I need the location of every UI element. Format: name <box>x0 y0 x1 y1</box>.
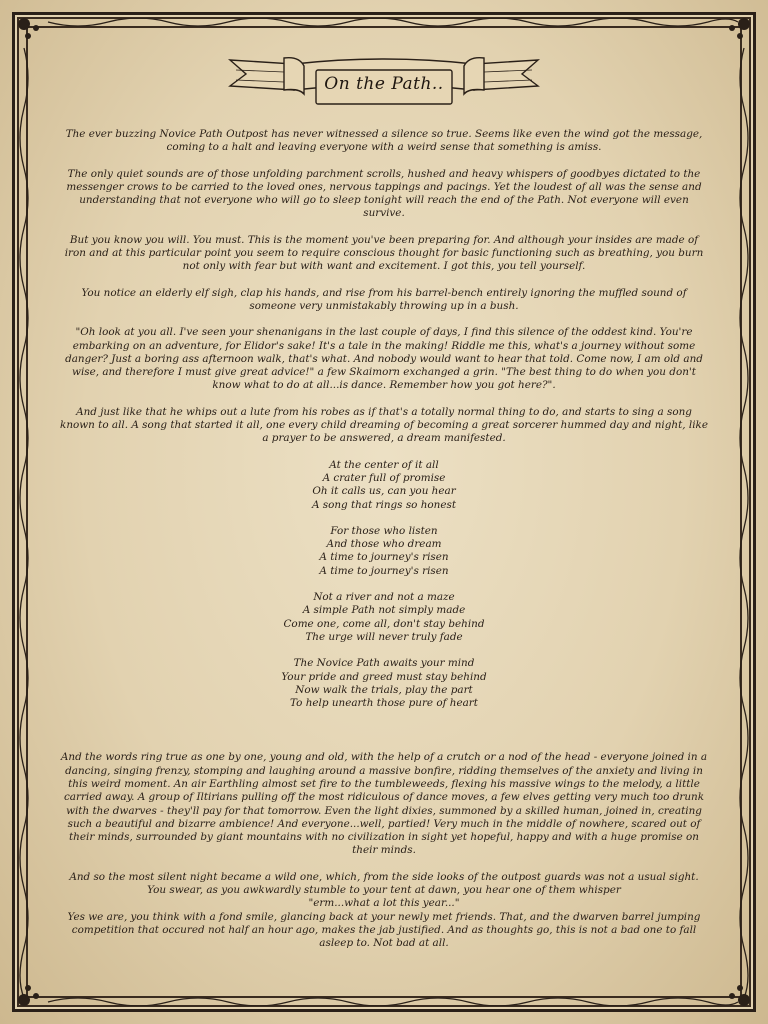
story-paragraph: But you know you will. You must. This is the moment you've been preparing for. And although your insides are made of iron and at this particular point you seem to require conscious thought for basic functioning such as breathing, you burn not only with fear but with want and excitement. I got this, you tell yourself. <box>64 233 704 273</box>
story-paragraph: And so the most silent night became a wild one, which, from the side looks of the outpost guards was not a usual sight. You swear, as you awkwardly stumble to your tent at dawn, you hear one of them whisper <box>69 870 699 897</box>
guard-whisper-quote: "erm...what a lot this year..." <box>308 897 460 910</box>
song-lyrics <box>60 459 708 711</box>
story-paragraph: And just like that he whips out a lute from his robes as if that's a totally normal thing to do, and starts to sing a song known to all. A song that started it all, one every child dreaming of becoming a great sorcerer hummed day and night, like a prayer to be answered, a dream manifested. <box>60 405 708 445</box>
story-paragraph: The ever buzzing Novice Path Outpost has never witnessed a silence so true. Seems like even the wind got the message, coming to a halt and leaving everyone with a weird sense that something is amiss. <box>65 128 703 154</box>
song-line: Your pride and greed must stay behind <box>281 670 487 683</box>
song-line: For those who listen <box>330 524 438 537</box>
song-line: A simple Path not simply made <box>302 604 466 617</box>
song-stanza <box>60 591 708 644</box>
story-body <box>60 128 708 964</box>
song-stanza <box>60 525 708 578</box>
spacer <box>60 723 708 751</box>
song-line: At the center of it all <box>329 458 439 471</box>
song-line: The urge will never truly fade <box>305 630 463 643</box>
song-line: Oh it calls us, can you hear <box>312 485 456 498</box>
song-stanza <box>60 657 708 710</box>
page-title: On the Path.. <box>324 74 444 94</box>
song-line: A time to journey's risen <box>319 564 449 577</box>
story-paragraph: And the words ring true as one by one, young and old, with the help of a crutch or a nod of the head - everyone joined in a dancing, singing frenzy, stomping and laughing around a massive bonfire, ridding themselves of the anxiety and living in this weird moment. An air Earthling almost set fire to the tumbleweeds, flexing his massive wings to the melody, a little carried away. A group of Iltirians pulling off the most ridiculous of dance moves, a few elves getting very much too drunk with the dwarves - they'll pay for that tomorrow. Even the light dixies, summoned by a skilled human, joined in, creating such a beautiful and bizarre ambience! And everyone...well, partied! Very much in the middle of nowhere, scared out of their minds, surrounded by giant mountains with no civilization in sight yet hopeful, happy and with a huge promise on their minds. <box>60 751 708 857</box>
song-line: To help unearth those pure of heart <box>290 697 478 710</box>
story-paragraph: You notice an elderly elf sigh, clap his hands, and rise from his barrel-bench entirely ignoring the muffled sound of someone very unmistakably throwing up in a bush. <box>81 286 687 312</box>
song-line: A time to journey's risen <box>319 551 449 564</box>
song-line: Come one, come all, don't stay behind <box>283 617 485 630</box>
song-line: Now walk the trials, play the part <box>295 683 473 696</box>
story-paragraph: "Oh look at you all. I've seen your shenanigans in the last couple of days, I find this silence of the oddest kind. You're embarking on an adventure, for Elidor's sake! It's a tale in the making! Riddle me this, what's a journey without some danger? Just a boring ass afternoon walk, that's what. And nobody would want to hear that told. Come now, I am old and wise, and therefore I must give great advice!" a few Skaimorn exchanged a grin. "The best thing to do when you don't know what to do at all...is dance. Remember how you got here?". <box>65 326 703 392</box>
song-stanza <box>60 459 708 512</box>
song-line: Not a river and not a maze <box>313 591 455 604</box>
story-paragraph: Yes we are, you think with a fond smile, glancing back at your newly met friends. That, and the dwarven barrel jumping competition that occured not half an hour ago, makes the jab justified. And as thoughts go, this is not a bad one to fall asleep to. Not bad at all. <box>67 910 701 950</box>
song-line: A crater full of promise <box>322 471 446 484</box>
song-line: The Novice Path awaits your mind <box>293 657 475 670</box>
song-line: And those who dream <box>326 538 442 551</box>
song-line: A song that rings so honest <box>311 498 457 511</box>
story-paragraph: The only quiet sounds are of those unfolding parchment scrolls, hushed and heavy whispers of goodbyes dictated to the messenger crows to be carried to the loved ones, nervous tappings and pacings. Yet the loudest of all was the sense and understanding that not everyone who will go to sleep tonight will reach the end of the Path. Not everyone will even survive. <box>66 167 702 220</box>
